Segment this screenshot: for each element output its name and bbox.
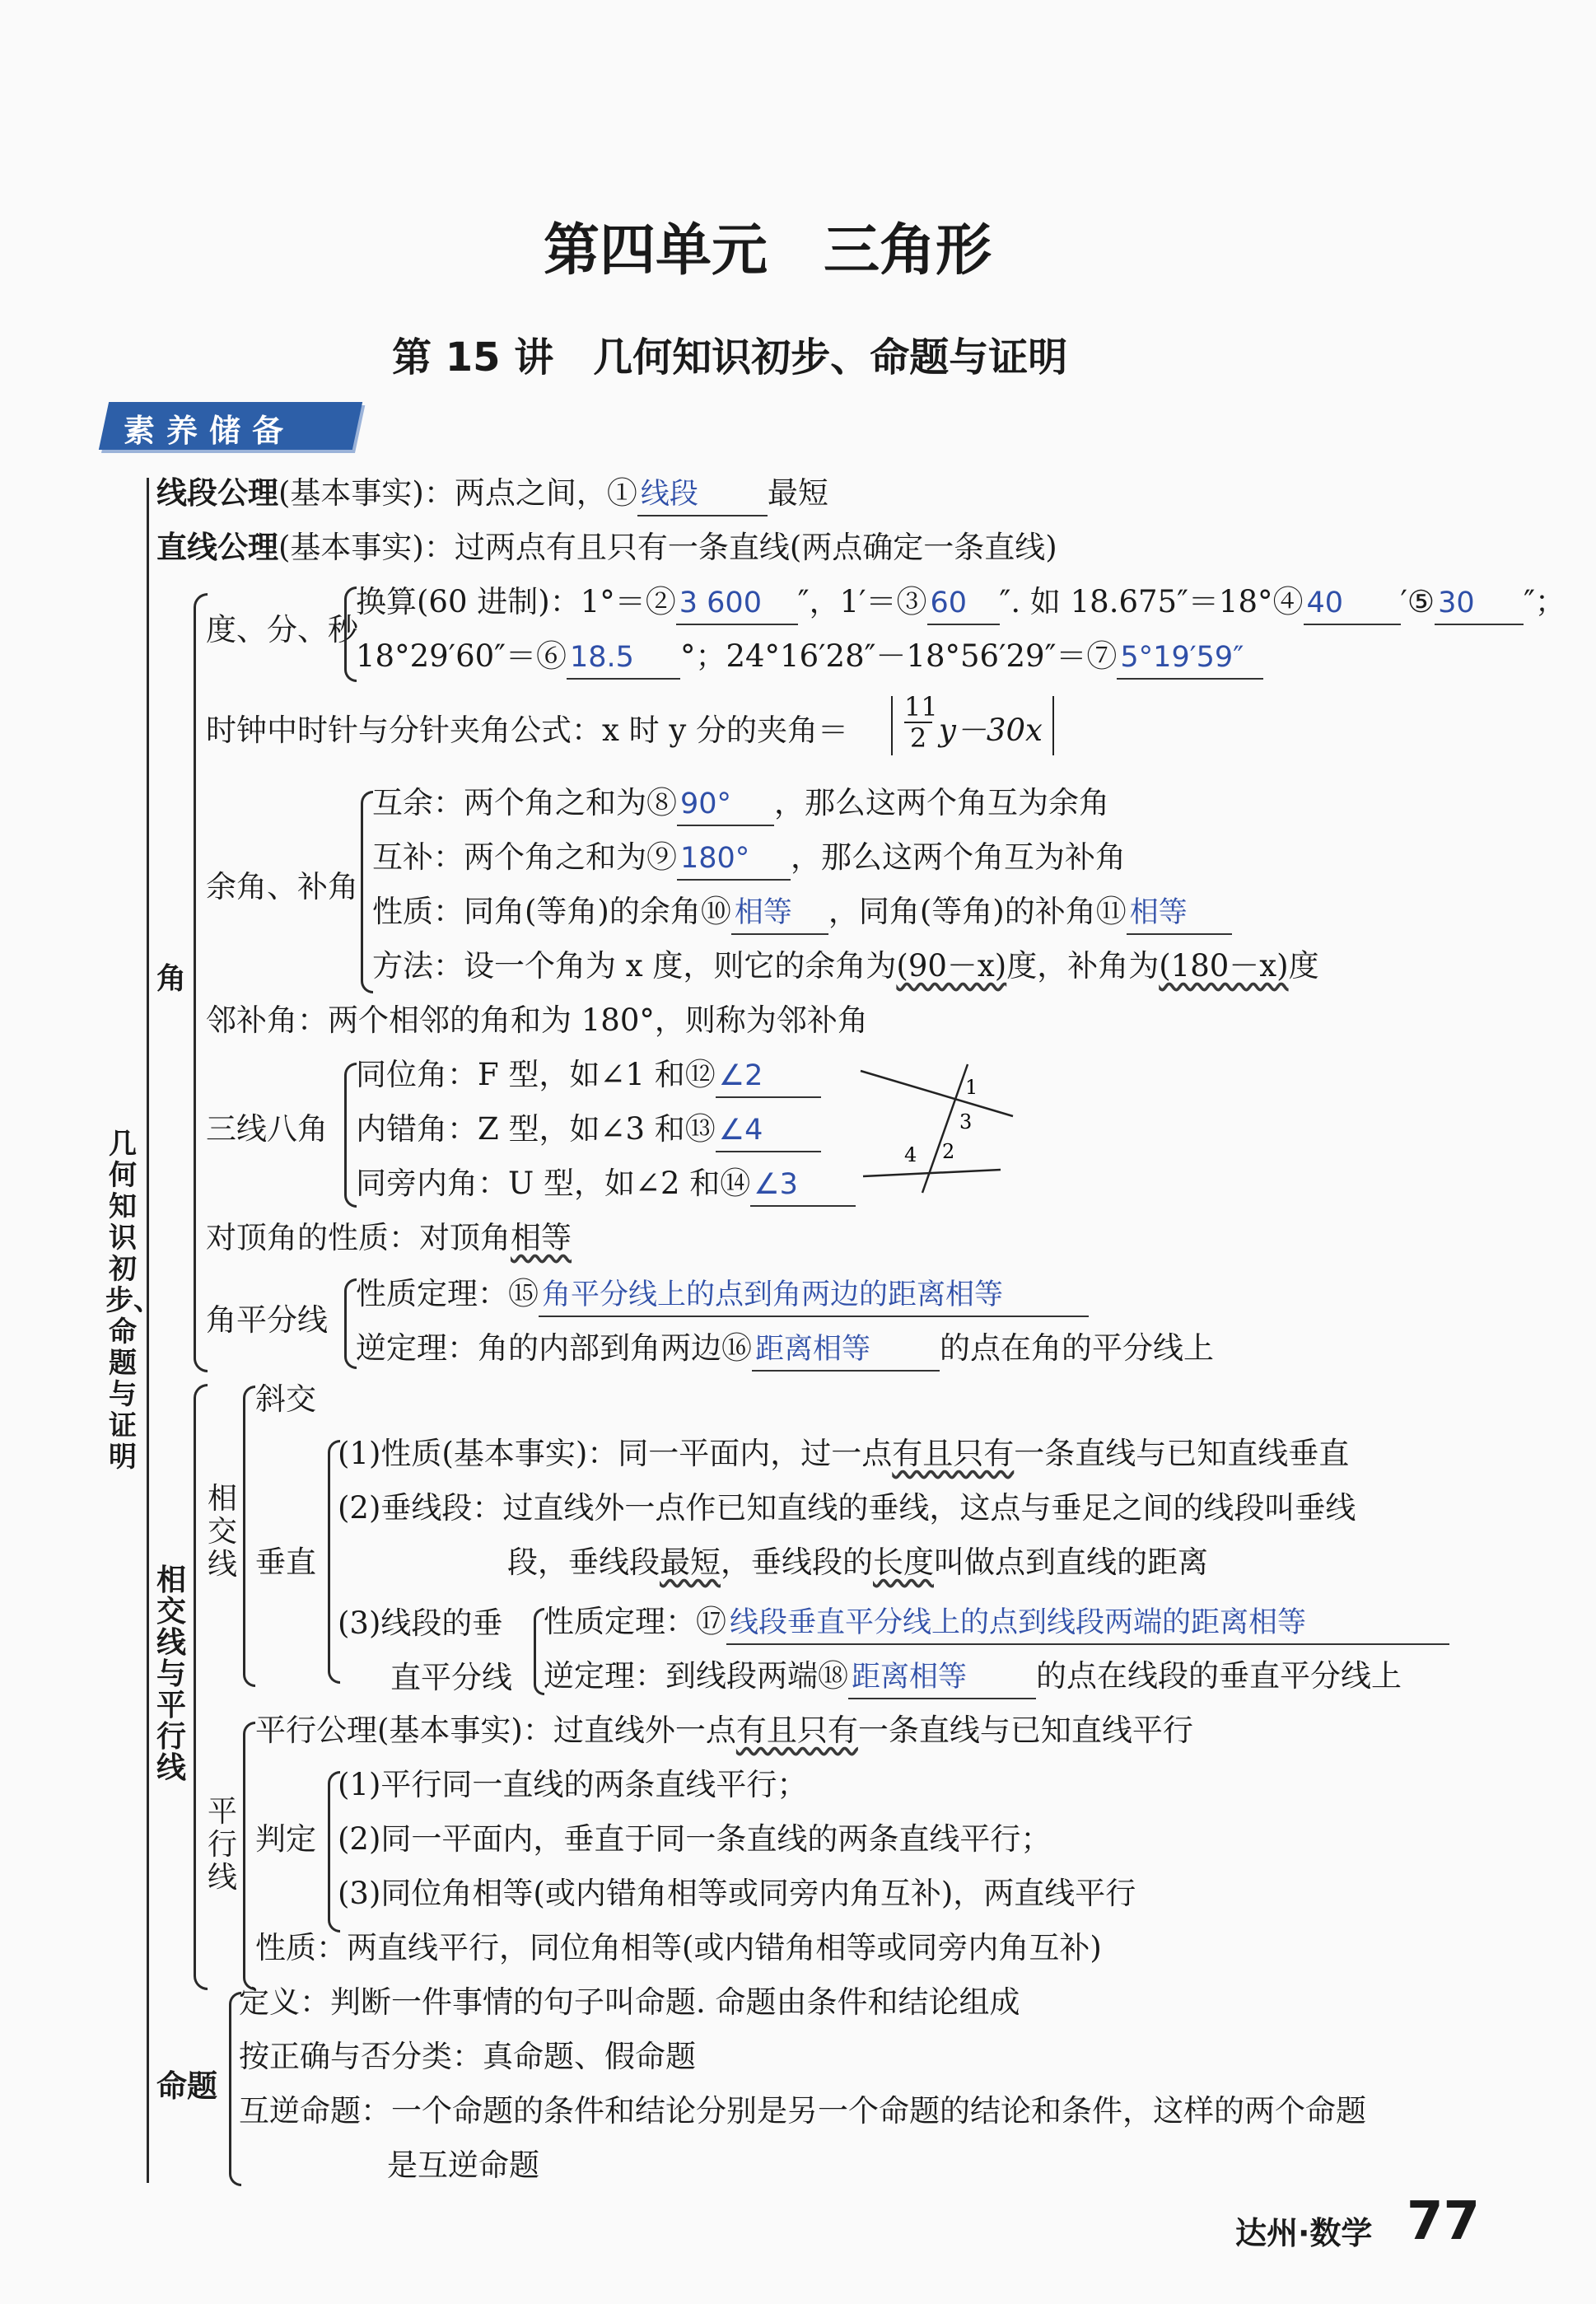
vertical-angle-wavy: 相等	[511, 1220, 572, 1255]
intersect-brace	[243, 1386, 255, 1687]
figure-label-4: 4	[904, 1143, 917, 1166]
answer-12: ∠2	[716, 1055, 821, 1098]
answer-13: ∠4	[716, 1110, 821, 1152]
comp-row-3-text-a: 性质：同角(等角)的余角⑩	[372, 894, 731, 929]
three-lines-row-3	[356, 1163, 856, 1207]
line-axiom	[156, 527, 1057, 568]
comp-brace	[361, 791, 373, 993]
three-lines-row-1	[356, 1054, 821, 1098]
bisector-row-2-text-a: 逆定理：角的内部到角两边⑯	[356, 1330, 752, 1366]
perp-row-1-text-a: (1)性质(基本事实)：同一平面内，过一点	[338, 1436, 893, 1471]
main-brace-line	[147, 478, 149, 2183]
perp-bisector-row-2	[544, 1656, 1402, 1699]
parallel-brace	[243, 1722, 255, 1990]
oblique-label: 斜交	[255, 1381, 316, 1417]
comp-row-4-text-a: 方法：设一个角为 x 度，则它的余角为	[372, 948, 897, 984]
perp-row-1-text-b: 一条直线与已知直线垂直	[1014, 1436, 1350, 1471]
clock-fraction	[904, 691, 938, 754]
clock-rest: y－30x	[939, 713, 1043, 748]
clock-formula	[206, 710, 848, 751]
line-axiom-label: 直线公理	[156, 530, 278, 565]
parallel-axiom-wavy: 有且只有	[735, 1713, 858, 1748]
side-main-label: 几何知识初步、命题与证明	[105, 1128, 161, 1474]
perp-brace	[328, 1440, 340, 1684]
answer-14: ∠3	[750, 1164, 856, 1207]
bisector-row-2	[356, 1328, 1214, 1372]
angle-label: 角	[156, 962, 186, 996]
judge-row-2: (2)同一平面内，垂直于同一条直线的两条直线平行；	[338, 1821, 1052, 1857]
perp-row-2b-text-c: 叫做点到直线的距离	[934, 1545, 1208, 1580]
answer-10: 相等	[731, 892, 828, 935]
figure-line-lower	[863, 1170, 1001, 1176]
answer-11: 相等	[1127, 892, 1232, 935]
bisector-brace	[344, 1278, 357, 1369]
perp-row-2a: (2)垂线段：过直线外一点作已知直线的垂线，这点与垂足之间的线段叫垂线	[338, 1490, 1356, 1526]
perp-row-2b-text-a: 段，垂线段	[507, 1545, 660, 1580]
perp-row-1	[338, 1433, 1349, 1474]
comp-label: 余角、补角	[206, 869, 358, 904]
proposition-converse-b: 是互逆命题	[387, 2147, 539, 2183]
perp-row-2b	[507, 1542, 1208, 1583]
judge-row-3: (3)同位角相等(或内错角相等或同旁内角互补)，两直线平行	[338, 1876, 1136, 1911]
intersect-parallel-label: 相交线与平行线	[156, 1563, 186, 1785]
perp-bisector-row-2-text-a: 逆定理：到线段两端⑱	[544, 1658, 848, 1694]
comp-row-1-text-a: 互余：两个角之和为⑧	[372, 785, 677, 820]
segment-axiom-text: (基本事实)：两点之间，①	[278, 475, 637, 511]
intersect-label: 相交线	[207, 1482, 237, 1582]
answer-18: 距离相等	[848, 1657, 1036, 1699]
perp-label: 垂直	[255, 1545, 316, 1580]
comp-row-1	[372, 783, 1109, 826]
answer-16: 距离相等	[752, 1329, 940, 1372]
bisector-row-2-text-b: 的点在角的平分线上	[940, 1330, 1214, 1366]
page-number: 77	[1407, 2191, 1481, 2252]
perp-row-2b-text-b: ，垂线段的	[721, 1545, 873, 1580]
parallel-property: 性质：两直线平行，同位角相等(或内错角相等或同旁内角互补)	[255, 1930, 1102, 1965]
proposition-def: 定义：判断一件事情的句子叫命题. 命题由条件和结论组成	[239, 1984, 1020, 2020]
answer-9: 180°	[677, 838, 791, 881]
dfm-row-1-text-d: ′⑤	[1400, 584, 1435, 619]
comp-row-4-text-c: 度	[1288, 948, 1319, 984]
answer-3: 60	[927, 582, 1000, 625]
parallel-label: 平行线	[207, 1795, 237, 1895]
segment-axiom-label: 线段公理	[156, 475, 278, 511]
answer-2: 3 600	[676, 582, 798, 625]
segment-axiom	[156, 473, 828, 516]
vertical-angle-text: 对顶角的性质：对顶角	[206, 1220, 511, 1255]
lecture-title: 第 15 讲 几何知识初步、命题与证明	[392, 334, 1068, 381]
answer-7: 5°19′59″	[1117, 637, 1263, 680]
dfm-row-1-text-e: ″；	[1524, 584, 1566, 619]
comp-row-4-wavy-2: (180－x)	[1159, 948, 1289, 984]
segment-axiom-end: 最短	[767, 475, 828, 511]
dfm-row-1-text-c: ″. 如 18.675″＝18°④	[999, 584, 1304, 619]
line-axiom-text: (基本事实)：过两点有且只有一条直线(两点确定一条直线)	[278, 530, 1057, 565]
adjacent-angle: 邻补角：两个相邻的角和为 180°，则称为邻补角	[206, 1002, 868, 1038]
dfm-row-1	[356, 582, 1566, 625]
clock-fraction-num: 11	[904, 691, 938, 722]
dfm-row-2	[356, 636, 1263, 680]
perp-row-1-wavy: 有且只有	[892, 1436, 1015, 1471]
dfm-row-1-text-a: 换算(60 进制)：1°＝②	[356, 584, 676, 619]
three-lines-label: 三线八角	[206, 1111, 328, 1147]
perp-bisector-row-1	[544, 1601, 1449, 1645]
comp-row-3	[372, 891, 1232, 935]
proposition-converse-a: 互逆命题：一个命题的条件和结论分别是另一个命题的结论和条件，这样的两个命题	[239, 2093, 1366, 2129]
parallel-axiom-text-a: 平行公理(基本事实)：过直线外一点	[255, 1713, 736, 1748]
comp-row-3-text-b: ，同角(等角)的补角⑪	[828, 894, 1127, 929]
figure-label-3: 3	[959, 1110, 973, 1133]
three-lines-row-2-text: 内错角：Z 型，如∠3 和⑬	[356, 1111, 716, 1147]
three-lines-figure	[856, 1054, 1021, 1194]
parallel-axiom	[255, 1710, 1193, 1751]
clock-fraction-den: 2	[909, 722, 927, 754]
judge-label: 判定	[255, 1821, 316, 1857]
clock-abs-left	[891, 696, 893, 755]
judge-row-1: (1)平行同一直线的两条直线平行；	[338, 1767, 808, 1802]
dfm-label: 度、分、秒	[206, 612, 358, 647]
figure-label-1: 1	[965, 1076, 978, 1099]
comp-row-1-text-b: ，那么这两个角互为余角	[774, 785, 1109, 820]
bisector-row-1-text: 性质定理：⑮	[356, 1276, 539, 1311]
dfm-row-2-text-b: °；24°16′28″－18°56′29″＝⑦	[679, 638, 1118, 674]
comp-row-4-wavy-1: (90－x)	[896, 948, 1007, 984]
proposition-classify: 按正确与否分类：真命题、假命题	[239, 2039, 696, 2074]
dfm-brace	[344, 587, 357, 682]
perp-row-2b-wavy-2: 长度	[873, 1545, 934, 1580]
dfm-row-2-text-a: 18°29′60″＝⑥	[356, 638, 567, 674]
answer-8: 90°	[677, 783, 774, 826]
comp-row-4-text-b: 度，补角为	[1006, 948, 1160, 984]
section-badge-label: 素养储备	[124, 413, 296, 449]
perp-bisector-row-2-text-b: 的点在线段的垂直平分线上	[1036, 1658, 1402, 1694]
perp-bisector-label-b: 直平分线	[390, 1660, 512, 1695]
intersect-parallel-brace	[194, 1384, 208, 1990]
three-lines-brace	[344, 1063, 357, 1208]
parallel-axiom-text-b: 一条直线与已知直线平行	[857, 1713, 1193, 1748]
perp-bisector-label-a: (3)线段的垂	[338, 1605, 503, 1641]
three-lines-row-3-text: 同旁内角：U 型，如∠2 和⑭	[356, 1166, 751, 1201]
bisector-row-1	[356, 1274, 1089, 1317]
answer-6: 18.5	[567, 637, 680, 680]
clock-abs-right	[1052, 696, 1054, 755]
clock-formula-text: 时钟中时针与分针夹角公式：x 时 y 分的夹角＝	[206, 713, 849, 748]
perp-row-2b-wavy-1: 最短	[660, 1545, 721, 1580]
comp-row-2	[372, 837, 1126, 881]
bisector-label: 角平分线	[206, 1302, 328, 1338]
answer-15: 角平分线上的点到角两边的距离相等	[539, 1274, 1089, 1317]
figure-line-upper	[861, 1071, 1013, 1116]
proposition-label: 命题	[156, 2068, 217, 2104]
unit-title: 第四单元 三角形	[544, 217, 992, 283]
comp-row-2-text-a: 互补：两个角之和为⑨	[372, 839, 677, 875]
answer-17: 线段垂直平分线上的点到线段两端的距离相等	[726, 1602, 1449, 1645]
dfm-row-1-text-b: ″，1′＝③	[797, 584, 927, 619]
vertical-angle	[206, 1217, 572, 1259]
answer-4: 40	[1304, 582, 1401, 625]
figure-label-2: 2	[942, 1140, 955, 1163]
answer-5: 30	[1435, 582, 1524, 625]
comp-row-4	[372, 946, 1319, 987]
footer-region: 达州·数学	[1235, 2215, 1373, 2251]
three-lines-row-2	[356, 1109, 821, 1152]
answer-1: 线段	[637, 474, 768, 516]
perp-bisector-row-1-text: 性质定理：⑰	[544, 1604, 726, 1639]
three-lines-row-1-text: 同位角：F 型，如∠1 和⑫	[356, 1057, 716, 1092]
comp-row-2-text-b: ，那么这两个角互为补角	[791, 839, 1126, 875]
